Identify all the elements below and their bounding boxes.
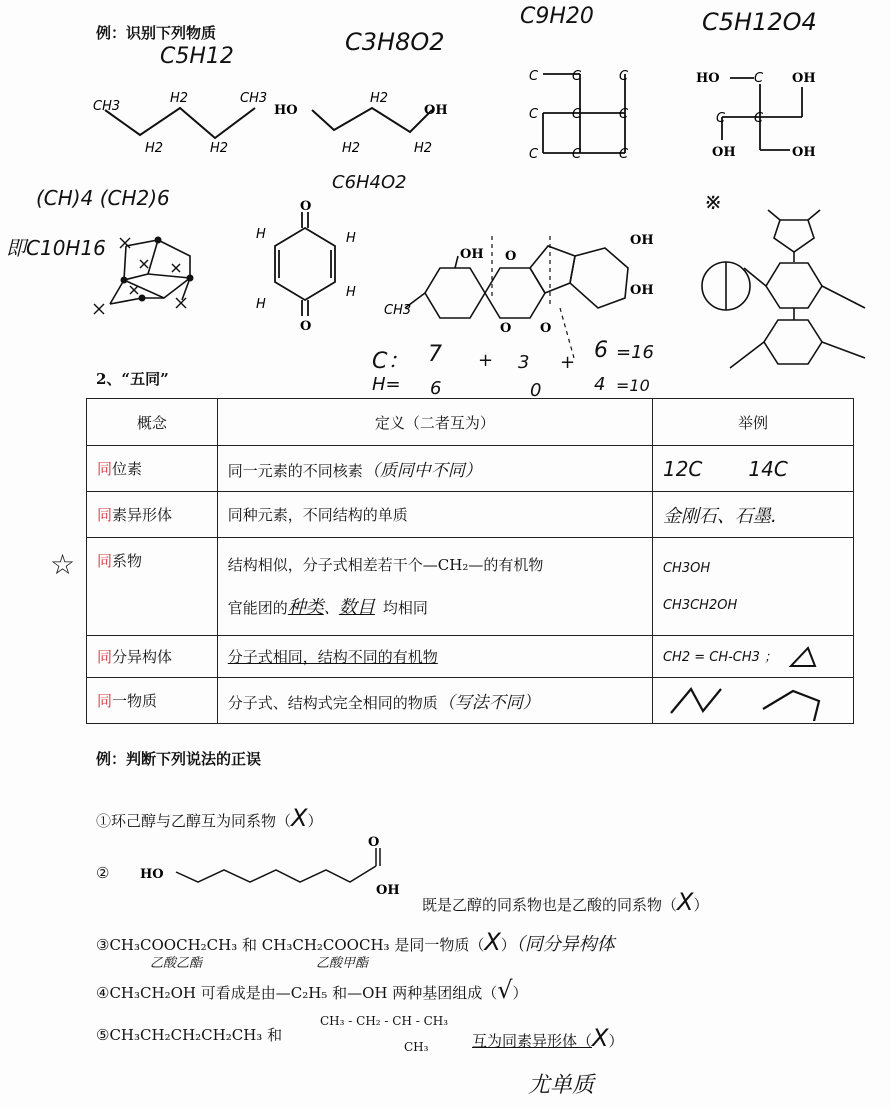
hand-example: CH3OH	[662, 560, 711, 576]
calc-c-v2: 3	[518, 352, 530, 373]
q2-mark: X	[677, 888, 694, 916]
q3-sub1: 乙酸乙酯	[150, 956, 203, 971]
label-c: C	[619, 107, 629, 122]
header-example: 举例	[652, 399, 853, 446]
hand-c10h16: 即C10H16	[6, 236, 106, 260]
hand-example: CH3CH2OH	[662, 597, 738, 613]
section2-title: 2、“五同”	[96, 370, 169, 388]
concept-cell	[87, 636, 218, 678]
label-c: C	[716, 111, 726, 126]
definition-text: 分子式、结构式完全相同的物质	[227, 694, 438, 712]
label-h: H	[346, 231, 356, 246]
label-c: C	[529, 107, 539, 122]
hand-example: 金刚石、石墨.	[662, 505, 777, 527]
example-cell	[652, 538, 853, 636]
q5-text2: 互为同素异形体（	[472, 1032, 593, 1050]
label-o: O	[500, 321, 512, 336]
q3-text: ③CH₃COOCH₂CH₃ 和 CH₃CH₂COOCH₃ 是同一物质（	[96, 936, 485, 954]
concept-cell	[87, 492, 218, 538]
q5-branch-top: CH₃ - CH₂ - CH - CH₃	[320, 1014, 449, 1028]
label-c: C	[572, 107, 582, 122]
concept-rest: 系物	[112, 552, 143, 570]
pentane-structure	[85, 80, 275, 160]
hand-blank: 种类	[287, 597, 324, 618]
pentaerythritol-structure	[692, 62, 842, 172]
nonane-skeleton	[525, 58, 645, 168]
q4-text: ④CH₃CH₂OH 可看成是由—C₂H₅ 和—OH 两种基团组成（	[96, 984, 498, 1002]
definition-line2	[228, 593, 642, 619]
question-5-text: ⑤CH₃CH₂CH₂CH₂CH₃ 和	[96, 1026, 283, 1044]
adamantane-structure	[90, 228, 210, 328]
hand-example: 14C	[748, 456, 788, 481]
label-ch3-left: CH3	[93, 99, 121, 114]
example-heading: 例：识别下列物质	[96, 24, 217, 42]
hand-c6h4o2: C6H4O2	[332, 172, 407, 193]
example-cell	[652, 492, 853, 538]
concept-prefix: 同	[97, 552, 113, 570]
q2-molecule	[140, 835, 420, 900]
example-cell	[652, 636, 853, 678]
calc-h-label: H=	[372, 374, 401, 395]
hand-note: （写法不同）	[437, 693, 540, 713]
calc-c-v5: =16	[616, 342, 654, 363]
q1-mark: X	[291, 804, 308, 832]
concept-cell	[87, 678, 218, 724]
label-oh: OH	[792, 71, 816, 86]
label-h2-top: H2	[170, 91, 189, 106]
label-h2-b2: H2	[414, 141, 433, 156]
concept-cell	[87, 446, 218, 492]
label-o: O	[540, 321, 552, 336]
definition-cell	[217, 492, 652, 538]
definition-cell	[217, 636, 652, 678]
label-h2: H2	[370, 91, 389, 106]
header-definition: 定义（二者互为）	[217, 399, 652, 446]
q4-mark: √	[497, 976, 513, 1004]
q2-o: O	[368, 835, 380, 850]
q3-close: ）	[500, 936, 516, 954]
hand-star-note: ※	[704, 190, 723, 215]
label-ho: HO	[696, 71, 720, 86]
benzoquinone-structure	[250, 198, 360, 338]
example-cell	[652, 446, 853, 492]
definition-text: 分子式相同，结构不同的有机物	[227, 648, 438, 666]
q2-text: 既是乙醇的同系物也是乙酸的同系物（	[422, 896, 678, 914]
label-h2-bottom2: H2	[210, 141, 229, 156]
q3-sub2: 乙酸甲酯	[316, 956, 369, 971]
label-c: C	[572, 147, 582, 162]
q5-hand: 尤单质	[528, 1073, 595, 1098]
example-cell	[652, 678, 853, 724]
calc-h-v0: 6	[430, 378, 442, 399]
definition-cell	[217, 678, 652, 724]
label-h2-bottom1: H2	[145, 141, 164, 156]
calc-c-v4: 6	[594, 338, 608, 363]
q2-oh: OH	[376, 883, 400, 898]
header-concept: 概念	[87, 399, 218, 446]
question-4	[96, 976, 528, 1004]
concept-prefix: 同	[97, 648, 113, 666]
q3-hand: （同分异构体	[515, 934, 615, 955]
label-h: H	[256, 297, 266, 312]
hand-note: （质同中不同）	[362, 461, 482, 481]
label-c: C	[619, 69, 629, 84]
label-oh: OH	[630, 283, 654, 298]
question-2-num: ②	[96, 864, 110, 882]
propanediol-structure	[272, 82, 472, 162]
hand-sep: 、	[323, 599, 339, 617]
definition-text: 同种元素，不同结构的单质	[227, 506, 408, 524]
q5-close: ）	[608, 1032, 624, 1050]
calc-c-label: C：	[372, 349, 410, 374]
hand-formula-c3h8o2: C3H8O2	[345, 28, 445, 56]
concept-cell	[87, 538, 218, 636]
table-row	[87, 678, 854, 724]
concept-prefix: 同	[97, 692, 113, 710]
coumestan-structure	[380, 228, 670, 358]
hand-formula-c9h20: C9H20	[520, 4, 594, 29]
wutong-table	[86, 398, 854, 724]
hand-example: 12C	[662, 456, 703, 481]
q4-close: ）	[512, 984, 528, 1002]
judge-title: 例：判断下列说法的正误	[96, 750, 262, 768]
q5-mark: X	[592, 1024, 609, 1052]
label-oh: OH	[792, 145, 816, 160]
table-row	[87, 492, 854, 538]
label-o: O	[505, 249, 517, 264]
triangle-icon	[788, 646, 818, 668]
calc-h-v2: 4	[594, 374, 606, 395]
calc-c-v3: +	[560, 352, 576, 373]
definition-post: 均相同	[382, 599, 428, 617]
label-o-bottom: O	[300, 319, 312, 334]
label-c: C	[529, 69, 539, 84]
hand-ch-ch2: (CH)4 (CH2)6	[36, 186, 170, 210]
q2-close: ）	[693, 896, 709, 914]
q1-text: ①环己醇与乙醇互为同系物（	[96, 812, 292, 830]
concept-prefix: 同	[97, 506, 113, 524]
hand-formula-c5h12o4: C5H12O4	[702, 8, 817, 36]
table-row	[87, 636, 854, 678]
definition-pre: 官能团的	[227, 599, 288, 617]
label-oh: OH	[712, 145, 736, 160]
table-header-row	[87, 399, 854, 446]
label-oh: OH	[460, 247, 484, 262]
label-oh: OH	[424, 103, 448, 118]
table-row	[87, 538, 854, 636]
label-ch3: CH3	[384, 303, 412, 318]
concept-rest: 素异形体	[112, 506, 173, 524]
label-ch3-right: CH3	[240, 91, 268, 106]
calc-h-v3: =10	[616, 376, 650, 395]
q3-mark: X	[484, 928, 501, 956]
hand-example: CH2 = CH-CH3 ；	[662, 649, 778, 665]
calc-c-v0: 7	[428, 342, 442, 367]
q5-branch-bottom: CH₃	[404, 1040, 429, 1054]
question-1	[96, 804, 322, 832]
hand-blank: 数目	[338, 597, 375, 618]
label-o-top: O	[300, 199, 312, 214]
label-c: C	[619, 147, 629, 162]
star-mark: ☆	[50, 548, 76, 581]
label-c: C	[754, 71, 764, 86]
label-ho: HO	[274, 103, 298, 118]
q1-close: ）	[307, 812, 323, 830]
question-2-text	[422, 888, 708, 916]
concept-prefix: 同	[97, 460, 113, 478]
concept-rest: 位素	[112, 460, 143, 478]
definition-text: 同一元素的不同核素	[227, 462, 363, 480]
table-row	[87, 446, 854, 492]
calc-h-v1: 0	[530, 380, 542, 401]
hand-formula-c5h12: C5H12	[160, 44, 234, 69]
q2-ho: HO	[140, 867, 164, 882]
label-h2-b1: H2	[342, 141, 361, 156]
label-oh: OH	[630, 233, 654, 248]
question-5-rest	[472, 1024, 623, 1052]
definition-text: 结构相似，分子式相差若干个—CH₂—的有机物	[227, 556, 544, 574]
label-c: C	[754, 111, 764, 126]
label-c: C	[529, 147, 539, 162]
complex-molecule-structure	[690, 208, 880, 378]
label-h: H	[346, 285, 356, 300]
label-h: H	[256, 227, 266, 242]
definition-cell	[217, 446, 652, 492]
definition-cell	[217, 538, 652, 636]
concept-rest: 分异构体	[112, 648, 173, 666]
label-c: C	[572, 69, 582, 84]
concept-rest: 一物质	[112, 692, 158, 710]
zigzag-sketch-icon	[663, 681, 843, 721]
calc-c-v1: +	[478, 350, 494, 371]
